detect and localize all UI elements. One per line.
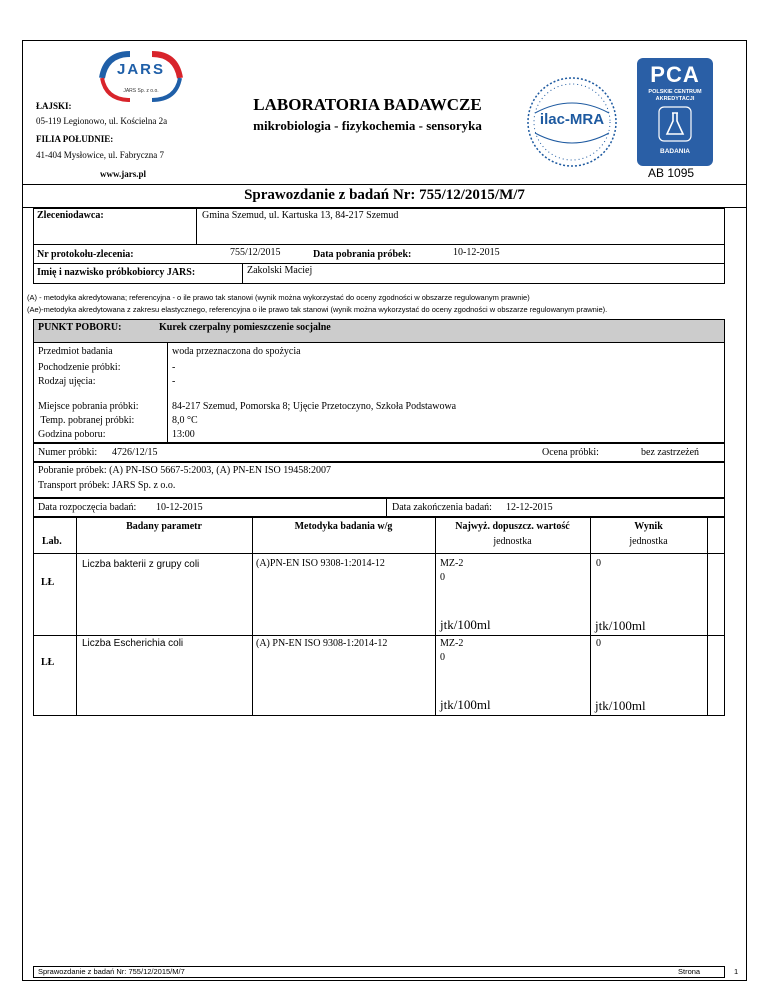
ab-code: AB 1095 bbox=[648, 166, 695, 180]
protocol-label: Nr protokołu-zlecenia: bbox=[37, 249, 134, 260]
lab-title: LABORATORIA BADAWCZE bbox=[253, 95, 482, 114]
row1-limit-value: 0 bbox=[440, 572, 445, 583]
row2-limit-value: 0 bbox=[440, 652, 445, 663]
start-value: 10-12-2015 bbox=[156, 502, 203, 513]
note-a: (A) - metodyka akredytowana; referencyjna - o ile prawo tak stanowi (wynik można wykorzystać do oceny zgodności w obszarze regulowanym prawnie) bbox=[27, 293, 530, 302]
sample-number-value: 4726/12/15 bbox=[112, 447, 158, 458]
pca-line1: POLSKIE CENTRUM bbox=[648, 89, 702, 95]
sampling-date-label: Data pobrania próbek: bbox=[313, 249, 412, 260]
details-block bbox=[33, 342, 725, 443]
client-block-divider bbox=[196, 208, 197, 244]
ilac-mra-text: ilac-MRA bbox=[539, 111, 605, 128]
col-limit-header: Najwyż. dopuszcz. wartość bbox=[455, 521, 570, 532]
flask-icon bbox=[637, 106, 713, 147]
end-value: 12-12-2015 bbox=[506, 502, 553, 513]
report-title: Sprawozdanie z badań Nr: 755/12/2015/M/7 bbox=[244, 187, 525, 203]
lab-subtitle: mikrobiologia - fizykochemia - sensoryka bbox=[253, 118, 482, 133]
end-label: Data zakończenia badań: bbox=[392, 502, 492, 513]
row1-parameter: Liczba bakterii z grupy coli bbox=[82, 559, 200, 570]
transport: Transport próbek: JARS Sp. z o.o. bbox=[38, 480, 176, 491]
col-limit-unit-header: jednostka bbox=[493, 536, 532, 547]
sampler-label: Imię i nazwisko próbkobiorcy JARS: bbox=[37, 267, 196, 278]
subject-label: Przedmiot badania bbox=[38, 346, 113, 357]
hour-label: Godzina poboru: bbox=[38, 429, 106, 440]
sampling-method: Pobranie próbek: (A) PN-ISO 5667-5:2003, (A) PN-EN ISO 19458:2007 bbox=[38, 465, 332, 476]
website[interactable]: www.jars.pl bbox=[100, 169, 147, 179]
place-label: Miejsce pobrania próbki: bbox=[38, 401, 139, 412]
jars-logo bbox=[86, 48, 196, 104]
branch-address: 41-404 Mysłowice, ul. Fabryczna 7 bbox=[36, 150, 164, 160]
title-top-rule bbox=[22, 184, 747, 185]
hq-label: ŁAJSKI: bbox=[36, 101, 72, 111]
start-label: Data rozpoczęcia badań: bbox=[38, 502, 137, 513]
intake-label: Rodzaj ujęcia: bbox=[38, 376, 96, 387]
row1-method: (A)PN-EN ISO 9308-1:2014-12 bbox=[256, 558, 385, 569]
pca-badge bbox=[637, 58, 713, 166]
col-result-header: Wynik bbox=[634, 521, 663, 532]
sampler-divider bbox=[242, 263, 243, 284]
dates-row bbox=[33, 498, 725, 517]
col-line-2 bbox=[252, 517, 253, 716]
pca-text: PCA bbox=[650, 62, 700, 87]
jars-logo-sub: JARS Sp. z o.o. bbox=[123, 88, 159, 94]
pca-line2: AKREDYTACJI bbox=[655, 96, 695, 102]
row1-lab: LŁ bbox=[41, 577, 55, 588]
row2-limit-code: MZ-2 bbox=[440, 638, 464, 649]
assessment-label: Ocena próbki: bbox=[542, 447, 599, 458]
origin-label: Pochodzenie próbki: bbox=[38, 362, 121, 373]
row1-limit-unit: jtk/100ml bbox=[440, 617, 491, 632]
row2-lab: LŁ bbox=[41, 657, 55, 668]
hour-value: 13:00 bbox=[172, 429, 195, 440]
client-block-rule bbox=[33, 244, 725, 245]
sampling-point-bar bbox=[33, 319, 725, 343]
row1-result-unit: jtk/100ml bbox=[595, 618, 646, 633]
details-divider bbox=[167, 342, 168, 443]
row2-parameter: Liczba Escherichia coli bbox=[82, 638, 184, 649]
row2-method: (A) PN-EN ISO 9308-1:2014-12 bbox=[256, 638, 388, 649]
intake-value: - bbox=[172, 376, 176, 387]
ilac-mra-logo bbox=[525, 75, 619, 169]
row2-result: 0 bbox=[596, 638, 601, 649]
row2-result-unit: jtk/100ml bbox=[595, 698, 646, 713]
jars-logo-text: JARS bbox=[116, 61, 165, 78]
client-value: Gmina Szemud, ul. Kartuska 13, 84-217 Szemud bbox=[202, 210, 399, 221]
row1-limit-code: MZ-2 bbox=[440, 558, 464, 569]
header-rule bbox=[33, 553, 725, 554]
sample-number-label: Numer próbki: bbox=[38, 447, 98, 458]
dates-divider bbox=[386, 498, 387, 517]
client-label: Zleceniodawca: bbox=[37, 210, 104, 221]
client-block-rule-2 bbox=[33, 263, 725, 264]
origin-value: - bbox=[172, 362, 176, 373]
footer-page-label: Strona bbox=[678, 967, 701, 976]
subject-value: woda przeznaczona do spożycia bbox=[172, 346, 301, 357]
note-ae: (Ae)-metodyka akredytowana z zakresu elastycznego, referencyjna o ile prawo tak stanowi (wynik można wykorzystać do oceny zgodności w obszarze regulowanym prawnie). bbox=[27, 305, 608, 314]
point-value: Kurek czerpalny pomieszczenie socjalne bbox=[159, 322, 331, 333]
footer-page-number: 1 bbox=[734, 967, 739, 976]
col-param-header: Badany parametr bbox=[126, 521, 202, 532]
protocol-value: 755/12/2015 bbox=[230, 247, 281, 258]
footer-report-number: Sprawozdanie z badań Nr: 755/12/2015/M/7 bbox=[38, 967, 185, 976]
point-label: PUNKT POBORU: bbox=[38, 322, 122, 333]
col-result-unit-header: jednostka bbox=[629, 536, 668, 547]
col-line-5 bbox=[707, 517, 708, 716]
sampler-value: Zakolski Maciej bbox=[247, 265, 313, 276]
temp-label: Temp. pobranej próbki: bbox=[38, 415, 135, 426]
branch-label: FILIA POŁUDNIE: bbox=[36, 134, 114, 144]
col-line-1 bbox=[76, 517, 77, 716]
assessment-value: bez zastrzeżeń bbox=[641, 447, 700, 458]
temp-value: 8,0 °C bbox=[172, 415, 198, 426]
hq-address: 05-119 Legionowo, ul. Kościelna 2a bbox=[36, 116, 168, 126]
place-value: 84-217 Szemud, Pomorska 8; Ujęcie Przetoczyno, Szkoła Podstawowa bbox=[172, 401, 457, 412]
row1-result: 0 bbox=[596, 558, 601, 569]
row2-limit-unit: jtk/100ml bbox=[440, 697, 491, 712]
pca-badania: BADANIA bbox=[660, 148, 690, 155]
sampling-date-value: 10-12-2015 bbox=[453, 247, 500, 258]
col-method-header: Metodyka badania w/g bbox=[294, 521, 393, 532]
col-lab-header: Lab. bbox=[42, 536, 62, 547]
row-rule bbox=[33, 635, 725, 636]
